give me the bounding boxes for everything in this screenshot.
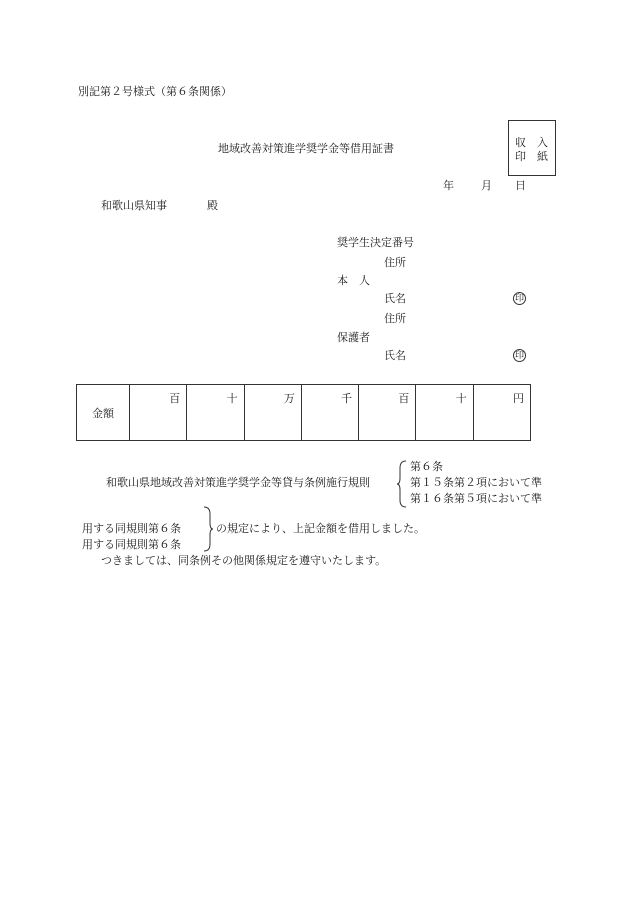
- amount-cell-hundred-million[interactable]: [130, 385, 187, 441]
- guardian-address-label: 住所: [384, 312, 406, 325]
- unit-label: 百: [169, 392, 181, 405]
- date-month: 月: [481, 179, 492, 192]
- date-day: 日: [515, 179, 526, 192]
- option-article-6: 第６条: [410, 460, 443, 473]
- continuation-line-2: 用する同規則第６条: [82, 538, 181, 551]
- self-label: 本 人: [337, 274, 370, 287]
- addressee-honorific: 殿: [207, 199, 218, 212]
- borrow-statement: の規定により、上記金額を借用しました。: [216, 522, 425, 535]
- guardian-label: 保護者: [337, 331, 370, 344]
- amount-cell-ten[interactable]: [416, 385, 473, 441]
- closing-statement: つきましては、同条例その他関係規定を遵守いたします。: [101, 554, 387, 567]
- right-brace-continuation: [203, 506, 215, 552]
- amount-label: 金額: [77, 385, 130, 441]
- unit-label: 円: [513, 392, 524, 405]
- document-title: 地域改善対策進学奨学金等借用証書: [218, 142, 394, 155]
- unit-label: 万: [283, 392, 295, 405]
- guardian-seal-mark: 印: [514, 351, 524, 361]
- unit-label: 千: [341, 392, 353, 405]
- amount-cell-yen[interactable]: [473, 385, 530, 441]
- amount-cell-hundred[interactable]: [359, 385, 416, 441]
- date-year: 年: [443, 179, 454, 192]
- amount-cell-thousand[interactable]: [301, 385, 358, 441]
- form-number: 別記第２号様式（第６条関係）: [78, 85, 232, 98]
- revenue-stamp-box: [508, 120, 556, 176]
- unit-label: 十: [226, 392, 238, 405]
- regulation-name: 和歌山県地域改善対策進学奨学金等貸与条例施行規則: [106, 476, 370, 489]
- left-brace-options: [396, 460, 408, 508]
- guardian-name-label: 氏名: [384, 349, 406, 362]
- unit-label: 十: [455, 392, 467, 405]
- unit-label: 百: [398, 392, 410, 405]
- amount-table: [76, 384, 531, 441]
- self-seal-mark: 印: [514, 294, 524, 304]
- self-name-label: 氏名: [384, 292, 406, 305]
- stamp-line-2: 印 紙: [515, 150, 548, 163]
- amount-cell-ten-million[interactable]: [187, 385, 244, 441]
- self-address-label: 住所: [384, 256, 406, 269]
- decision-number-label: 奨学生決定番号: [337, 236, 414, 249]
- continuation-line-1: 用する同規則第６条: [82, 522, 181, 535]
- option-article-16: 第１６条第５項において準: [410, 492, 542, 505]
- option-article-15: 第１５条第２項において準: [410, 476, 542, 489]
- stamp-line-1: 収 入: [515, 136, 548, 149]
- amount-cell-ten-thousand[interactable]: [244, 385, 301, 441]
- addressee-name: 和歌山県知事: [101, 199, 167, 212]
